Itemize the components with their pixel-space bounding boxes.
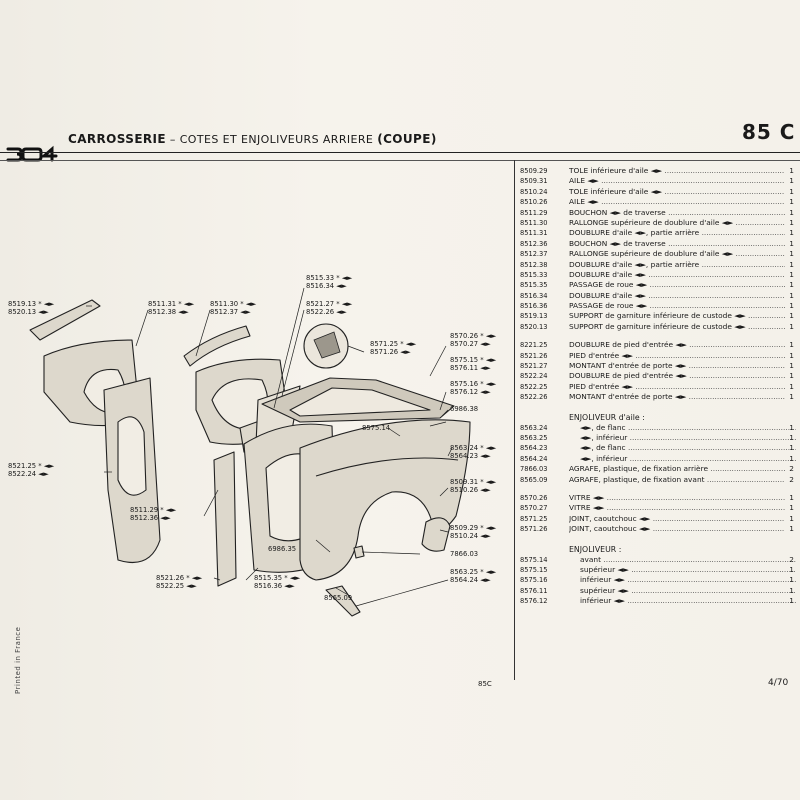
part-row xyxy=(520,218,796,228)
part-description: DOUBLURE d'aile ◄►, partie arrière ..... xyxy=(569,228,785,238)
page-title: CARROSSERIE – COTES ET ENJOLIVEURS ARRIERE (COUPE) xyxy=(68,132,437,146)
part-description: RALLONGE supérieure de doublure d'aile ◄► ..... xyxy=(569,218,785,228)
part-number: 8511.30 xyxy=(520,217,548,227)
callout-window-seal: 8571.25 * ◄► 8571.26 ◄► xyxy=(370,340,417,357)
part-number: 8576.12 xyxy=(520,596,548,606)
rear-wing xyxy=(300,420,470,580)
callout-wing: 8509.31 * ◄► 8510.26 ◄► xyxy=(450,478,497,495)
part-quantity: 1 xyxy=(789,503,794,513)
part-quantity: 1 xyxy=(789,186,794,196)
exploded-diagram xyxy=(0,160,512,630)
part-quantity: 1 xyxy=(789,269,794,279)
part-number: 8563.24 xyxy=(520,422,548,432)
page-number: 4/70 xyxy=(768,678,789,688)
part-row xyxy=(520,382,796,392)
callout-pillar-lining: 8521.25 * ◄► 8522.24 ◄► xyxy=(8,462,55,479)
part-row xyxy=(520,351,796,361)
part-number: 8522.26 xyxy=(520,392,548,402)
part-row xyxy=(520,475,796,485)
list-gap xyxy=(520,332,796,340)
part-description: DOUBLURE de pied d'entrée ◄► ..... xyxy=(569,371,785,381)
part-quantity: 1 xyxy=(789,492,794,502)
part-quantity: 1 xyxy=(789,392,794,402)
part-description: JOINT, caoutchouc ◄► ..... xyxy=(569,514,785,524)
callout-6986-38: 6986.38 xyxy=(450,405,479,413)
part-description: supérieur ◄► ..... xyxy=(580,565,796,575)
list-gap xyxy=(520,403,796,411)
part-row xyxy=(520,443,796,453)
callout-upper-trim: 8575.15 * ◄► 8576.11 ◄► xyxy=(450,356,497,373)
part-quantity: 1 xyxy=(789,371,794,381)
part-row xyxy=(520,361,796,371)
callout-side-trim: 8563.24 * ◄► 8564.23 ◄► xyxy=(450,444,497,461)
part-row xyxy=(520,565,796,575)
callout-lower-trim: 8575.16 * ◄► 8576.12 ◄► xyxy=(450,380,497,397)
part-number: 8515.33 xyxy=(520,269,548,279)
part-number: 8515.35 xyxy=(520,280,548,290)
part-number: 8565.09 xyxy=(520,474,548,484)
part-quantity: 1 xyxy=(789,340,794,350)
part-quantity: 1 xyxy=(789,207,794,217)
part-description: RALLONGE supérieure de doublure d'aile ◄► ..... xyxy=(569,249,785,259)
part-quantity: 1 xyxy=(789,166,794,175)
part-description: AILE ◄► ..... xyxy=(569,176,785,186)
part-row xyxy=(520,524,796,534)
part-description: JOINT, caoutchouc ◄► ..... xyxy=(569,524,785,534)
part-description: DOUBLURE d'aile ◄► ..... xyxy=(569,291,785,301)
part-description: AGRAFE, plastique, de fixation avant ..... xyxy=(569,475,785,485)
part-description: AGRAFE, plastique, de fixation arrière ..... xyxy=(569,464,785,474)
list-group-header: ENJOLIVEUR : xyxy=(569,544,622,554)
part-quantity: 1 xyxy=(789,585,794,595)
part-number: 8510.24 xyxy=(520,186,548,196)
part-number: 8512.38 xyxy=(520,259,548,269)
part-row xyxy=(520,239,796,249)
part-description: DOUBLURE de pied d'entrée ◄► ..... xyxy=(569,340,785,350)
part-row xyxy=(520,322,796,332)
part-quantity: 1 xyxy=(789,596,794,606)
part-number: 8564.23 xyxy=(520,443,548,453)
part-row xyxy=(520,187,796,197)
part-quantity: 1 xyxy=(789,238,794,248)
part-row xyxy=(520,514,796,524)
part-number: 8522.25 xyxy=(520,381,548,391)
part-quantity: 1 xyxy=(789,290,794,300)
part-number: 8563.25 xyxy=(520,432,548,442)
part-row xyxy=(520,596,796,606)
callout-wing-lining-rear: 8511.31 * ◄► 8512.38 ◄► xyxy=(148,300,195,317)
list-group-header: ENJOLIVEUR d'aile : xyxy=(569,412,645,422)
part-row xyxy=(520,228,796,238)
part-number: 8570.26 xyxy=(520,492,548,502)
part-row xyxy=(520,503,796,513)
part-number: 8221.25 xyxy=(520,340,548,350)
part-quantity: 1 xyxy=(789,311,794,321)
callout-front-clip: 8565.09 xyxy=(324,594,353,602)
part-number: 8516.34 xyxy=(520,290,548,300)
part-row xyxy=(520,575,796,585)
part-quantity: 1 xyxy=(789,513,794,523)
part-description: MONTANT d'entrée de porte ◄► ..... xyxy=(569,361,785,371)
part-row xyxy=(520,249,796,259)
part-row xyxy=(520,291,796,301)
callout-wing-lining: 8515.33 * ◄► 8516.34 ◄► xyxy=(306,274,353,291)
callout-front-trim: 8575.14 xyxy=(362,424,391,432)
part-row xyxy=(520,166,796,176)
part-number: 8575.14 xyxy=(520,554,548,564)
part-number: 8564.24 xyxy=(520,453,548,463)
part-number: 8575.16 xyxy=(520,575,548,585)
part-quantity: 2 xyxy=(789,554,794,564)
part-row xyxy=(520,392,796,402)
part-row xyxy=(520,555,796,565)
part-quantity: 2 xyxy=(789,464,794,474)
callout-lining-extension: 8511.30 * ◄► 8512.37 ◄► xyxy=(210,300,257,317)
list-gap xyxy=(520,485,796,493)
part-description: PASSAGE de roue ◄► ..... xyxy=(569,301,785,311)
part-description: BOUCHON ◄► de traverse ..... xyxy=(569,239,785,249)
part-description: SUPPORT de garniture inférieure de custode ◄► ..... xyxy=(569,322,785,332)
part-quantity: 1 xyxy=(789,350,794,360)
callout-6986-35: 6986.35 xyxy=(268,545,297,553)
part-description: ◄►, inférieur ..... xyxy=(580,433,796,443)
part-number: 8570.27 xyxy=(520,503,548,513)
part-number: 8521.26 xyxy=(520,350,548,360)
part-number: 8511.29 xyxy=(520,207,548,217)
part-number: 8571.26 xyxy=(520,524,548,534)
part-number: 8520.13 xyxy=(520,321,548,331)
part-quantity: 1 xyxy=(789,197,794,207)
part-quantity: 1 xyxy=(789,321,794,331)
part-number: 8509.31 xyxy=(520,176,548,186)
part-number: 8512.36 xyxy=(520,238,548,248)
printed-in-france: Printed in France xyxy=(14,626,22,694)
part-quantity: 1 xyxy=(789,524,794,534)
callout-traverse-plug: 8511.29 * ◄► 8512.36 ◄► xyxy=(130,506,177,523)
page-code: 85 C xyxy=(742,120,796,144)
part-description: avant ..... xyxy=(580,555,796,565)
part-number: 8510.26 xyxy=(520,197,548,207)
part-number: 8575.15 xyxy=(520,564,548,574)
part-quantity: 1 xyxy=(789,422,794,432)
part-description: MONTANT d'entrée de porte ◄► ..... xyxy=(569,392,785,402)
part-row xyxy=(520,208,796,218)
part-description: TOLE inférieure d'aile ◄► ..... xyxy=(569,187,785,197)
callout-rear-clip: 7866.03 xyxy=(450,550,479,558)
part-description: ◄►, inférieur ..... xyxy=(580,454,796,464)
footer-code: 85C xyxy=(478,680,492,688)
part-row xyxy=(520,176,796,186)
part-number: 8509.29 xyxy=(520,166,548,175)
part-description: BOUCHON ◄► de traverse ..... xyxy=(569,208,785,218)
callout-custode-support: 8519.13 * ◄► 8520.13 ◄► xyxy=(8,300,55,317)
part-row xyxy=(520,454,796,464)
callout-door-pillar: 8521.26 * ◄► 8522.25 ◄► xyxy=(156,574,203,591)
column-separator xyxy=(514,160,515,680)
part-description: PIED d'entrée ◄► ..... xyxy=(569,382,785,392)
callout-lower-wing-panel: 8509.29 * ◄► 8510.24 ◄► xyxy=(450,524,497,541)
callout-door-post: 8521.27 * ◄► 8522.26 ◄► xyxy=(306,300,353,317)
part-quantity: 1 xyxy=(789,564,794,574)
part-description: ◄►, de flanc ..... xyxy=(580,423,796,433)
part-description: inférieur ◄► ..... xyxy=(580,596,796,606)
part-description: PIED d'entrée ◄► ..... xyxy=(569,351,785,361)
part-row xyxy=(520,340,796,350)
part-quantity: 1 xyxy=(789,381,794,391)
part-number: 8511.31 xyxy=(520,228,548,238)
list-gap xyxy=(520,535,796,543)
part-description: DOUBLURE d'aile ◄►, partie arrière ..... xyxy=(569,260,785,270)
part-number: 8576.11 xyxy=(520,585,548,595)
part-quantity: 1 xyxy=(789,361,794,371)
part-quantity: 1 xyxy=(789,280,794,290)
part-quantity: 1 xyxy=(789,453,794,463)
part-row xyxy=(520,301,796,311)
part-quantity: 2 xyxy=(789,474,794,484)
part-row xyxy=(520,270,796,280)
part-description: inférieur ◄► ..... xyxy=(580,575,796,585)
part-number: 8522.24 xyxy=(520,371,548,381)
part-description: ◄►, de flanc ..... xyxy=(580,443,796,453)
part-description: TOLE inférieure d'aile ◄► ..... xyxy=(569,166,785,176)
part-quantity: 1 xyxy=(789,432,794,442)
callout-lower-wing-trim: 8563.25 * ◄► 8564.24 ◄► xyxy=(450,568,497,585)
part-quantity: 1 xyxy=(789,259,794,269)
part-row xyxy=(520,464,796,474)
part-number: 8521.27 xyxy=(520,361,548,371)
part-quantity: 1 xyxy=(789,301,794,311)
callout-wheel-arch: 8515.35 * ◄► 8516.36 ◄► xyxy=(254,574,301,591)
part-quantity: 1 xyxy=(789,176,794,186)
part-description: supérieur ◄► ..... xyxy=(580,586,796,596)
part-quantity: 1 xyxy=(789,228,794,238)
part-row xyxy=(520,433,796,443)
callout-window-glass: 8570.26 * ◄► 8570.27 ◄► xyxy=(450,332,497,349)
part-description: VITRE ◄► ..... xyxy=(569,493,785,503)
part-number: 8571.25 xyxy=(520,513,548,523)
part-row xyxy=(520,371,796,381)
part-row xyxy=(520,197,796,207)
part-number: 8512.37 xyxy=(520,249,548,259)
part-quantity: 1 xyxy=(789,443,794,453)
part-number: 7866.03 xyxy=(520,464,548,474)
part-row xyxy=(520,260,796,270)
header-rule xyxy=(0,152,800,153)
part-quantity: 1 xyxy=(789,249,794,259)
part-row xyxy=(520,493,796,503)
part-quantity: 1 xyxy=(789,217,794,227)
part-row xyxy=(520,423,796,433)
part-number: 8519.13 xyxy=(520,311,548,321)
part-description: SUPPORT de garniture inférieure de custode ◄► ..... xyxy=(569,311,785,321)
part-row xyxy=(520,586,796,596)
part-number: 8516.36 xyxy=(520,301,548,311)
lower-wing-panel xyxy=(422,518,450,551)
part-description: AILE ◄► ..... xyxy=(569,197,785,207)
door-pillar xyxy=(214,452,236,586)
part-description: VITRE ◄► ..... xyxy=(569,503,785,513)
part-description: PASSAGE de roue ◄► ..... xyxy=(569,280,785,290)
part-description: DOUBLURE d'aile ◄► ..... xyxy=(569,270,785,280)
part-row xyxy=(520,280,796,290)
part-quantity: 1 xyxy=(789,575,794,585)
part-row xyxy=(520,311,796,321)
parts-list xyxy=(520,166,796,606)
